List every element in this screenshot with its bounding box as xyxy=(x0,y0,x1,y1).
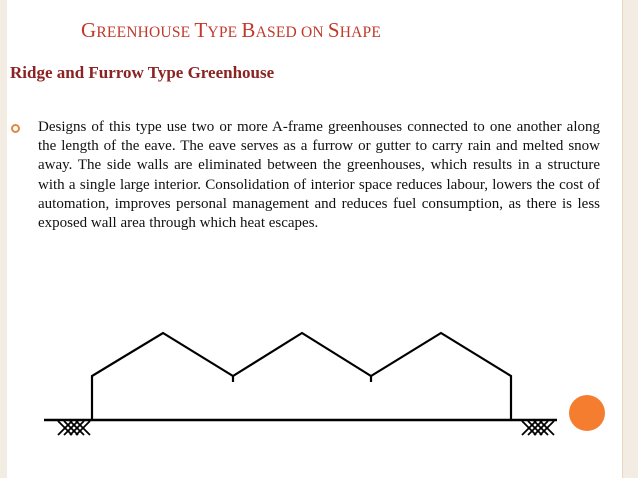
slide-subtitle: Ridge and Furrow Type Greenhouse xyxy=(10,63,275,82)
greenhouse-outline xyxy=(92,333,511,420)
ground-hatch-left xyxy=(58,421,90,435)
slide-frame-left xyxy=(0,0,7,478)
title-part: YPE xyxy=(207,24,242,41)
title-part: ASED xyxy=(255,24,301,41)
title-part: HAPE xyxy=(339,24,382,41)
decorative-orange-circle xyxy=(569,395,605,431)
title-part: G xyxy=(81,18,97,42)
ground-hatch-right xyxy=(522,421,554,435)
title-part: REENHOUSE xyxy=(96,24,195,41)
title-part: T xyxy=(194,18,208,42)
slide-frame-right xyxy=(623,0,638,478)
ridge-furrow-greenhouse-diagram xyxy=(40,316,560,440)
title-part: S xyxy=(327,18,340,42)
title-part: B xyxy=(241,18,256,42)
bullet-paragraph: Designs of this type use two or more A-frame greenhouses connected to one another along the length of the eave. The eave serves as a furrow or gutter to carry rain and melted snow away. The side walls are eliminated between the greenhouses, which results in a structure with a single large interior. Consolidation of interior space reduces labour, lowers the cost of automation, improves personal management and reduces fuel consumption, as there is less exposed wall area through which heat escapes. xyxy=(38,119,600,232)
title-part: ON xyxy=(300,24,328,41)
bullet-marker-icon xyxy=(11,124,20,133)
slide-title xyxy=(81,18,381,43)
